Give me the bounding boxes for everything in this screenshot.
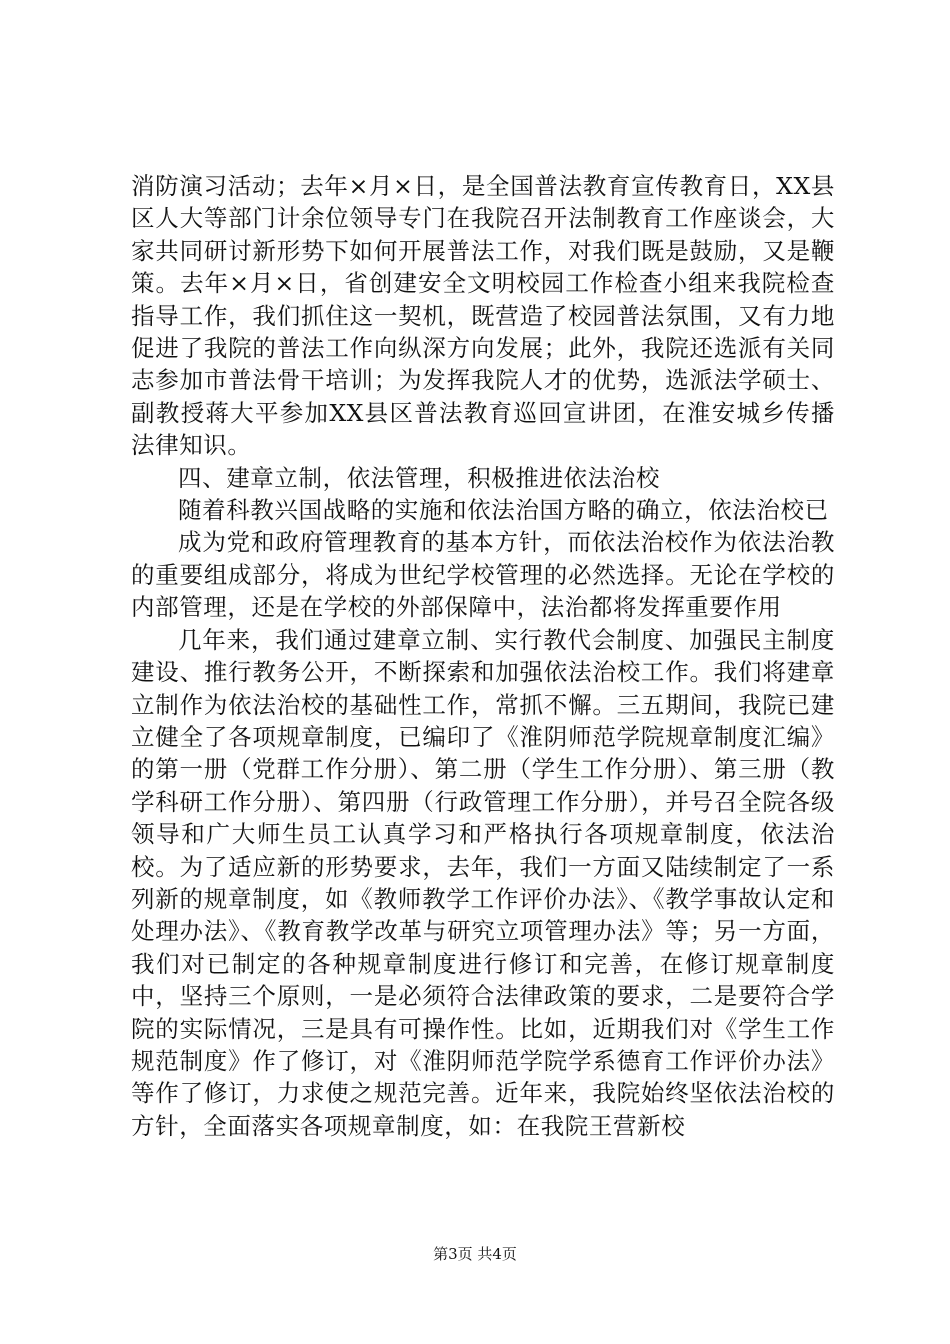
paragraph: 几年来，我们通过建章立制、实行教代会制度、加强民主制度建设、推行教务公开，不断探索和加强依法治校工作。我们将建章立制作为依法治校的基础性工作，常抓不懈。三五期间，我院已建立健全了各项规章制度，已编印了《淮阴师范学院规章制度汇编》的第一册（党群工作分册）、第二册（学生工作分册）、第三册（教学科研工作分册）、第四册（行政管理工作分册），并号召全院各级领导和广大师生员工认真学习和严格执行各项规章制度，依法治校。为了适应新的形势要求，去年，我们一方面又陆续制定了一系列新的规章制度，如《教师教学工作评价办法》、《教学事故认定和处理办法》、《教育教学改革与研究立项管理办法》等；另一方面，我们对已制定的各种规章制度进行修订和完善，在修订规章制度中，坚持三个原则，一是必须符合法律政策的要求，二是要符合学院的实际情况，三是具有可操作性。比如，近期我们对《学生工作规范制度》作了修订，对《淮阴师范学院学系德育工作评价办法》等作了修订，力求使之规范完善。近年来，我院始终坚依法治校的方针，全面落实各项规章制度，如：在我院王营新校 xyxy=(131,625,835,1140)
page-number: 第3页 共4页 xyxy=(433,1245,517,1263)
page-footer xyxy=(0,1244,950,1264)
paragraph: 随着科教兴国战略的实施和依法治国方略的确立，依法治校已 xyxy=(178,496,829,525)
paragraph: 成为党和政府管理教育的基本方针，而依法治校作为依法治教的重要组成部分，将成为世纪学校管理的必然选择。无论在学校的内部管理，还是在学校的外部保障中，法治都将发挥重要作用 xyxy=(131,528,835,622)
section-heading: 四、建章立制，依法管理，积极推进依法治校 xyxy=(178,463,660,492)
paragraph-continuation: 消防演习活动；去年×月×日，是全国普法教育宣传教育日，XX县区人大等部门计余位领导专门在我院召开法制教育工作座谈会，大家共同研讨新形势下如何开展普法工作，对我们既是鼓励，又是鞭策。去年×月×日，省创建安全文明校园工作检查小组来我院检查指导工作，我们抓住这一契机，既营造了校园普法氛围，又有力地促进了我院的普法工作向纵深方向发展；此外，我院还选派有关同志参加市普法骨干培训；为发挥我院人才的优势，选派法学硕士、副教授蒋大平参加XX县区普法教育巡回宣讲团，在淮安城乡传播法律知识。 xyxy=(131,172,835,460)
document-body xyxy=(131,170,835,1142)
